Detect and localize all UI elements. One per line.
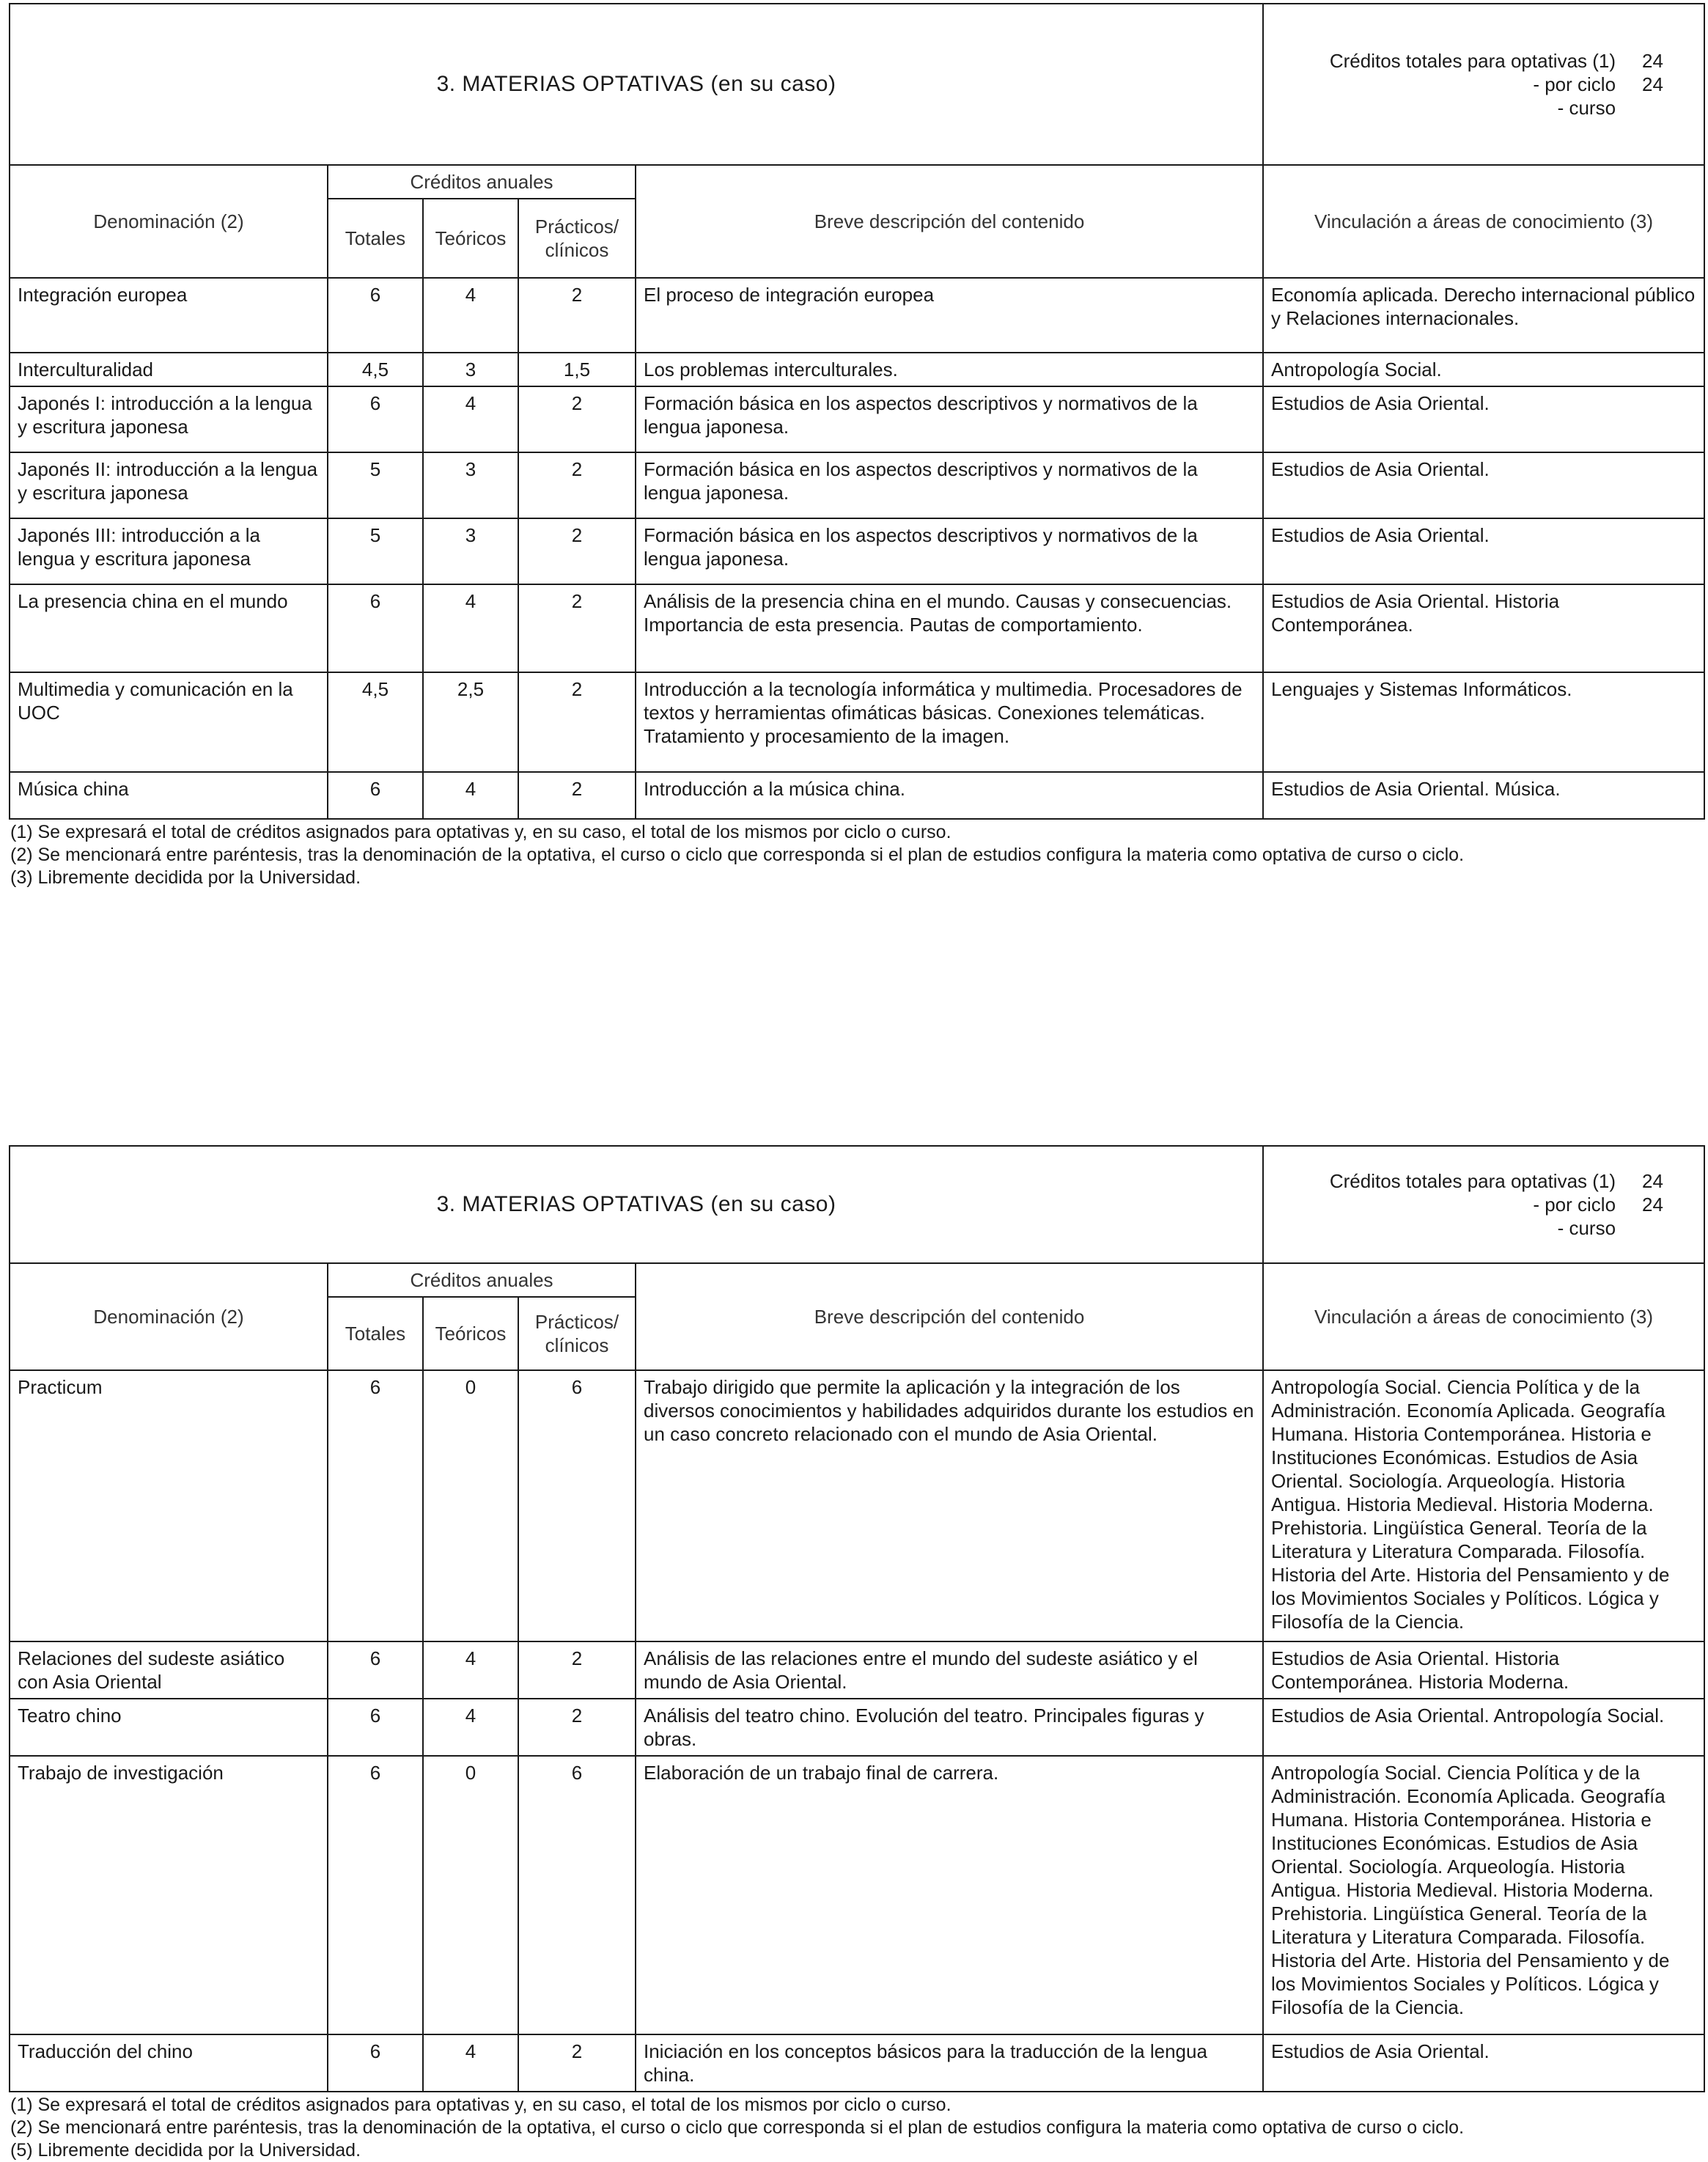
row-name: Música china — [10, 772, 328, 819]
credits-total-label: Créditos totales para optativas (1) — [1329, 50, 1616, 72]
header-practicos: Prácticos/ clínicos — [518, 199, 636, 278]
header-creditos-anuales: Créditos anuales — [328, 1263, 636, 1297]
row-practicos: 2 — [518, 518, 636, 584]
row-vinculacion: Estudios de Asia Oriental. Música. — [1263, 772, 1704, 819]
row-practicos: 1,5 — [518, 353, 636, 386]
table-row — [10, 386, 1704, 452]
credits-cycle-value: 24 — [1642, 1194, 1663, 1216]
row-vinculacion: Estudios de Asia Oriental. — [1263, 452, 1704, 518]
row-descripcion: El proceso de integración europea — [636, 278, 1263, 353]
footnotes — [9, 2094, 1704, 2162]
table-row — [10, 2034, 1704, 2092]
table-row — [10, 584, 1704, 672]
row-name: Traducción del chino — [10, 2034, 328, 2092]
optativas-block-2 — [9, 1145, 1704, 2162]
row-descripcion: Introducción a la tecnología informática y multimedia. Procesadores de textos y herramientas ofimáticas básicas. Conexiones telemáticas. Tratamiento y procesamiento de la imagen. — [636, 672, 1263, 772]
row-totales: 4,5 — [328, 353, 423, 386]
row-totales: 6 — [328, 1370, 423, 1641]
row-name: Practicum — [10, 1370, 328, 1641]
row-teoricos: 2,5 — [423, 672, 518, 772]
header-vinculacion: Vinculación a áreas de conocimiento (3) — [1263, 1263, 1704, 1370]
credits-course-label: - curso — [1557, 1217, 1616, 1239]
credits-summary — [1263, 4, 1704, 165]
table-row — [10, 1699, 1704, 1756]
row-totales: 6 — [328, 278, 423, 353]
row-name: Integración europea — [10, 278, 328, 353]
row-practicos: 2 — [518, 386, 636, 452]
footnotes — [9, 821, 1704, 889]
row-descripcion: Análisis de las relaciones entre el mundo del sudeste asiático y el mundo de Asia Oriental. — [636, 1641, 1263, 1699]
row-name: Relaciones del sudeste asiático con Asia Oriental — [10, 1641, 328, 1699]
row-practicos: 6 — [518, 1756, 636, 2034]
row-vinculacion: Antropología Social. Ciencia Política y de la Administración. Economía Aplicada. Geografía Humana. Historia Contemporánea. Historia e Instituciones Económicas. Estudios de Asia Oriental. Sociología. Arqueología. Historia Antigua. Historia Medieval. Historia Moderna. Prehistoria. Lingüística General. Teoría de la Literatura y Literatura Comparada. Filosofía. Historia del Arte. Historia del Pensamiento y de los Movimientos Sociales y Políticos. Lógica y Filosofía de la Ciencia. — [1263, 1756, 1704, 2034]
row-teoricos: 4 — [423, 1641, 518, 1699]
table-row — [10, 353, 1704, 386]
optativas-table — [9, 3, 1705, 820]
row-practicos: 2 — [518, 1641, 636, 1699]
row-totales: 6 — [328, 772, 423, 819]
row-totales: 6 — [328, 386, 423, 452]
row-totales: 6 — [328, 2034, 423, 2092]
header-practicos: Prácticos/ clínicos — [518, 1297, 636, 1370]
row-totales: 5 — [328, 452, 423, 518]
table-title-row — [10, 4, 1704, 165]
optativas-block-1 — [9, 3, 1704, 889]
header-totales: Totales — [328, 1297, 423, 1370]
row-teoricos: 4 — [423, 2034, 518, 2092]
row-practicos: 6 — [518, 1370, 636, 1641]
footnote-3: (5) Libremente decidida por la Universidad. — [10, 2140, 361, 2161]
row-descripcion: Formación básica en los aspectos descriptivos y normativos de la lengua japonesa. — [636, 386, 1263, 452]
table-title-row — [10, 1146, 1704, 1263]
footnote-1: (1) Se expresará el total de créditos asignados para optativas y, en su caso, el total de los mismos por ciclo o curso. — [10, 822, 951, 842]
table-row — [10, 278, 1704, 353]
row-descripcion: Los problemas interculturales. — [636, 353, 1263, 386]
row-teoricos: 4 — [423, 584, 518, 672]
row-totales: 6 — [328, 1641, 423, 1699]
row-name: Multimedia y comunicación en la UOC — [10, 672, 328, 772]
row-descripcion: Iniciación en los conceptos básicos para la traducción de la lengua china. — [636, 2034, 1263, 2092]
row-descripcion: Análisis del teatro chino. Evolución del teatro. Principales figuras y obras. — [636, 1699, 1263, 1756]
row-vinculacion: Estudios de Asia Oriental. — [1263, 386, 1704, 452]
row-vinculacion: Antropología Social. — [1263, 353, 1704, 386]
row-teoricos: 0 — [423, 1370, 518, 1641]
table-body — [10, 278, 1704, 819]
row-totales: 5 — [328, 518, 423, 584]
table-row — [10, 452, 1704, 518]
header-denominacion: Denominación (2) — [10, 1263, 328, 1370]
row-teoricos: 4 — [423, 772, 518, 819]
credits-cycle-label: - por ciclo — [1533, 73, 1616, 95]
credits-total-label: Créditos totales para optativas (1) — [1329, 1170, 1616, 1192]
row-descripcion: Formación básica en los aspectos descriptivos y normativos de la lengua japonesa. — [636, 452, 1263, 518]
row-name: Trabajo de investigación — [10, 1756, 328, 2034]
table-row — [10, 1370, 1704, 1641]
row-descripcion: Análisis de la presencia china en el mundo. Causas y consecuencias. Importancia de esta presencia. Pautas de comportamiento. — [636, 584, 1263, 672]
header-teoricos: Teóricos — [423, 1297, 518, 1370]
row-practicos: 2 — [518, 672, 636, 772]
row-practicos: 2 — [518, 278, 636, 353]
row-totales: 6 — [328, 1756, 423, 2034]
table-row — [10, 672, 1704, 772]
header-descripcion: Breve descripción del contenido — [636, 1263, 1263, 1370]
row-practicos: 2 — [518, 772, 636, 819]
row-descripcion: Formación básica en los aspectos descriptivos y normativos de la lengua japonesa. — [636, 518, 1263, 584]
table-row — [10, 1756, 1704, 2034]
row-vinculacion: Economía aplicada. Derecho internacional público y Relaciones internacionales. — [1263, 278, 1704, 353]
row-vinculacion: Estudios de Asia Oriental. Historia Contemporánea. — [1263, 584, 1704, 672]
row-teoricos: 3 — [423, 452, 518, 518]
credits-cycle-label: - por ciclo — [1533, 1194, 1616, 1216]
row-vinculacion: Antropología Social. Ciencia Política y de la Administración. Economía Aplicada. Geografía Humana. Historia Contemporánea. Historia e Instituciones Económicas. Estudios de Asia Oriental. Sociología. Arqueología. Historia Antigua. Historia Medieval. Historia Moderna. Prehistoria. Lingüística General. Teoría de la Literatura y Literatura Comparada. Filosofía. Historia del Arte. Historia del Pensamiento y de los Movimientos Sociales y Políticos. Lógica y Filosofía de la Ciencia. — [1263, 1370, 1704, 1641]
table-title: 3. MATERIAS OPTATIVAS (en su caso) — [10, 4, 1263, 165]
row-practicos: 2 — [518, 2034, 636, 2092]
row-teoricos: 0 — [423, 1756, 518, 2034]
table-body — [10, 1370, 1704, 2092]
header-row-top — [10, 1263, 1704, 1297]
row-name: Japonés II: introducción a la lengua y escritura japonesa — [10, 452, 328, 518]
row-teoricos: 4 — [423, 1699, 518, 1756]
row-practicos: 2 — [518, 584, 636, 672]
header-creditos-anuales: Créditos anuales — [328, 165, 636, 199]
row-name: Interculturalidad — [10, 353, 328, 386]
header-teoricos: Teóricos — [423, 199, 518, 278]
row-practicos: 2 — [518, 1699, 636, 1756]
row-totales: 6 — [328, 1699, 423, 1756]
table-row — [10, 518, 1704, 584]
optativas-table — [9, 1145, 1705, 2092]
credits-total-value: 24 — [1642, 1170, 1663, 1192]
table-row — [10, 772, 1704, 819]
row-vinculacion: Estudios de Asia Oriental. — [1263, 518, 1704, 584]
row-name: Japonés I: introducción a la lengua y escritura japonesa — [10, 386, 328, 452]
row-totales: 4,5 — [328, 672, 423, 772]
row-descripcion: Introducción a la música china. — [636, 772, 1263, 819]
row-teoricos: 4 — [423, 278, 518, 353]
row-practicos: 2 — [518, 452, 636, 518]
row-totales: 6 — [328, 584, 423, 672]
table-row — [10, 1641, 1704, 1699]
header-vinculacion: Vinculación a áreas de conocimiento (3) — [1263, 165, 1704, 278]
footnote-3: (3) Libremente decidida por la Universidad. — [10, 867, 361, 888]
credits-total-value: 24 — [1642, 50, 1663, 72]
header-row-top — [10, 165, 1704, 199]
row-descripcion: Trabajo dirigido que permite la aplicación y la integración de los diversos conocimientos y habilidades adquiridos durante los estudios en un caso concreto relacionado con el mundo de Asia Oriental. — [636, 1370, 1263, 1641]
header-denominacion: Denominación (2) — [10, 165, 328, 278]
row-vinculacion: Estudios de Asia Oriental. Antropología Social. — [1263, 1699, 1704, 1756]
footnote-1: (1) Se expresará el total de créditos asignados para optativas y, en su caso, el total de los mismos por ciclo o curso. — [10, 2095, 951, 2115]
row-teoricos: 3 — [423, 353, 518, 386]
row-vinculacion: Estudios de Asia Oriental. — [1263, 2034, 1704, 2092]
header-totales: Totales — [328, 199, 423, 278]
credits-cycle-value: 24 — [1642, 73, 1663, 95]
row-teoricos: 3 — [423, 518, 518, 584]
row-name: Japonés III: introducción a la lengua y escritura japonesa — [10, 518, 328, 584]
footnote-2: (2) Se mencionará entre paréntesis, tras la denominación de la optativa, el curso o ciclo que corresponda si el plan de estudios configura la materia como optativa de curso o ciclo. — [10, 2117, 1465, 2138]
table-title: 3. MATERIAS OPTATIVAS (en su caso) — [10, 1146, 1263, 1263]
credits-course-label: - curso — [1557, 97, 1616, 119]
row-name: Teatro chino — [10, 1699, 328, 1756]
row-vinculacion: Estudios de Asia Oriental. Historia Contemporánea. Historia Moderna. — [1263, 1641, 1704, 1699]
row-name: La presencia china en el mundo — [10, 584, 328, 672]
row-teoricos: 4 — [423, 386, 518, 452]
header-descripcion: Breve descripción del contenido — [636, 165, 1263, 278]
footnote-2: (2) Se mencionará entre paréntesis, tras la denominación de la optativa, el curso o ciclo que corresponda si el plan de estudios configura la materia como optativa de curso o ciclo. — [10, 845, 1465, 865]
row-vinculacion: Lenguajes y Sistemas Informáticos. — [1263, 672, 1704, 772]
row-descripcion: Elaboración de un trabajo final de carrera. — [636, 1756, 1263, 2034]
credits-summary — [1263, 1146, 1704, 1263]
